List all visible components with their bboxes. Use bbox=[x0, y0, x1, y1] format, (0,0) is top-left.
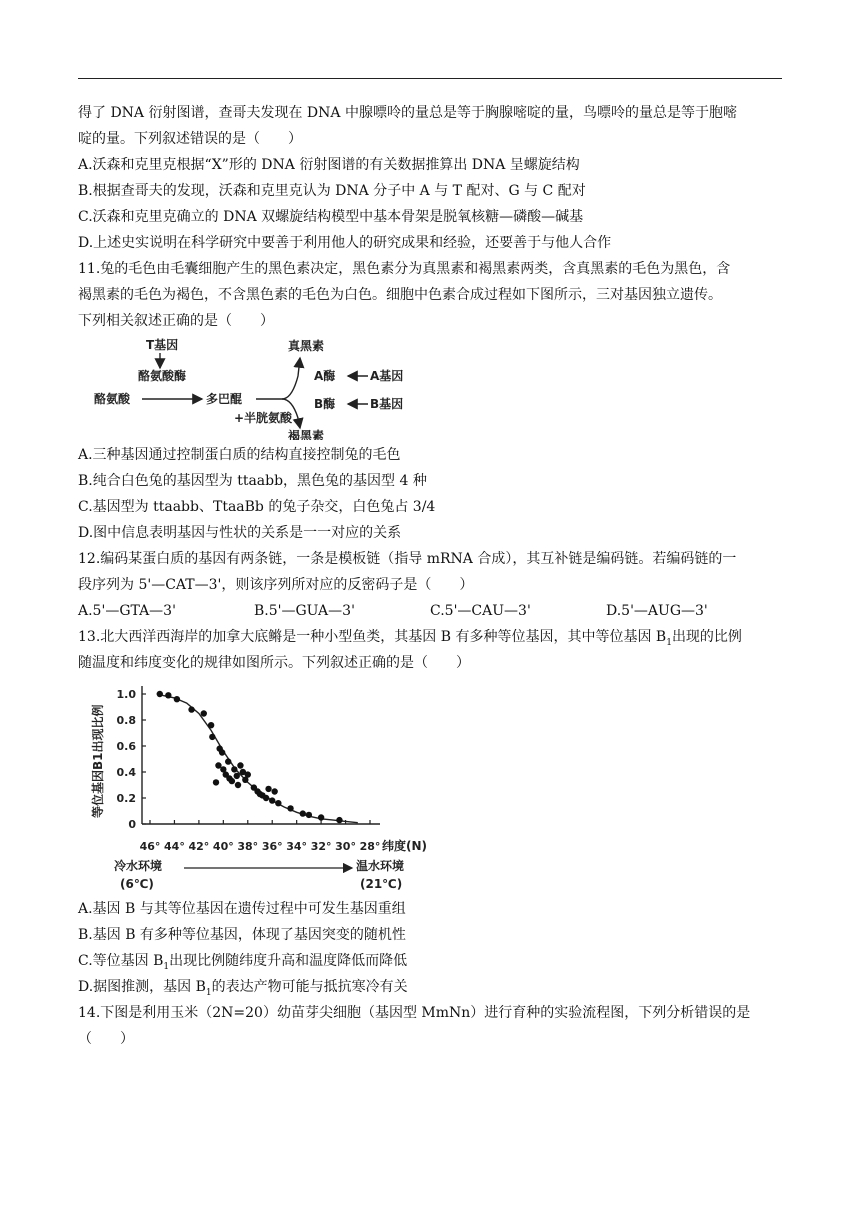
data-point bbox=[318, 814, 324, 820]
q13-option-d: D.据图推测，基因 $B_1$的表达产物可能与抵抗寒冷有关 bbox=[78, 979, 408, 998]
diagram-tyrosine: 酪氨酸 bbox=[94, 392, 131, 406]
y-tick-label: 0 bbox=[128, 818, 136, 831]
q11-stem-line1: 11.兔的毛色由毛囊细胞产生的黑色素决定，黑色素分为真黑素和褐黑素两类，含真黑素的毛色为黑色，含 bbox=[78, 261, 731, 277]
x-tick-label: 32° bbox=[310, 840, 332, 853]
q14-stem-line1: 14.下图是利用玉米（2N=20）幼苗芽尖细胞（基因型 MmNn）进行育种的实验流程图，下列分析错误的是 bbox=[78, 1005, 751, 1021]
data-point bbox=[229, 778, 235, 784]
q12-options-row bbox=[78, 598, 782, 624]
data-point bbox=[271, 788, 277, 794]
x-tick-label: 28° bbox=[359, 840, 381, 853]
y-tick-label: 0.4 bbox=[116, 766, 136, 779]
q10-stem-line2: 啶的量。下列叙述错误的是（ ） bbox=[78, 131, 302, 147]
q13-stem-line1: 13.北大西洋西海岸的加拿大底鳉是一种小型鱼类，其基因 B 有多种等位基因，其中等位基因 $B_1$出现的比例 bbox=[78, 629, 742, 648]
q12-stem-line1: 12.编码某蛋白质的基因有两条链，一条是模板链（指导 mRNA 合成），其互补链是编码链。若编码链的一 bbox=[78, 551, 737, 567]
x-tick-label: 38° bbox=[237, 840, 259, 853]
data-point bbox=[265, 786, 271, 792]
q11-stem-line3: 下列相关叙述正确的是（ ） bbox=[78, 313, 274, 329]
q12-option-a: A.5'—GTA—3' bbox=[78, 603, 176, 619]
data-point bbox=[231, 766, 237, 772]
y-tick-label: 0.8 bbox=[116, 714, 136, 727]
data-point bbox=[174, 696, 180, 702]
diagram-pheomelanin: 褐黑素 bbox=[288, 429, 325, 440]
q11-option-d: D.图中信息表明基因与性状的关系是一一对应的关系 bbox=[78, 525, 402, 541]
data-point bbox=[201, 710, 207, 716]
diagram-gene-b: B基因 bbox=[370, 397, 404, 411]
data-point bbox=[263, 795, 269, 801]
data-point bbox=[213, 779, 219, 785]
q10-option-c: C.沃森和克里克确立的 DNA 双螺旋结构模型中基本骨架是脱氧核糖—磷酸—碱基 bbox=[78, 209, 584, 225]
data-point bbox=[225, 758, 231, 764]
chart-xlabel: 纬度(N) bbox=[382, 839, 428, 853]
q11-option-b: B.纯合白色兔的基因型为 ttaabb，黑色兔的基因型 4 种 bbox=[78, 473, 427, 489]
y-tick-label: 0.6 bbox=[116, 740, 136, 753]
b1-frequency-chart bbox=[80, 680, 460, 896]
x-tick-label: 30° bbox=[335, 840, 356, 853]
diagram-eumelanin: 真黑素 bbox=[288, 339, 325, 353]
data-point bbox=[237, 762, 243, 768]
q13-option-b: B.基因 B 有多种等位基因，体现了基因突变的随机性 bbox=[78, 927, 406, 943]
x-tick-label: 34° bbox=[286, 840, 308, 853]
diagram-enzyme-tyrosinase: 酪氨酸酶 bbox=[138, 369, 187, 383]
data-point bbox=[306, 812, 312, 818]
q12-stem-line2: 段序列为 5'—CAT—3'，则该序列所对应的反密码子是（ ） bbox=[78, 577, 474, 593]
diagram-gene-t: T基因 bbox=[146, 338, 179, 352]
data-point bbox=[336, 817, 342, 823]
q12-option-b: B.5'—GUA—3' bbox=[254, 603, 355, 619]
q11-option-a: A.三种基因通过控制蛋白质的结构直接控制兔的毛色 bbox=[78, 447, 401, 463]
chart-annotation-warm-temp: (21℃) bbox=[360, 877, 403, 891]
data-point bbox=[208, 722, 214, 728]
chart-annotation-warm: 温水环境 bbox=[356, 859, 405, 873]
chart-trend-curve bbox=[162, 695, 358, 822]
data-point bbox=[275, 800, 281, 806]
x-tick-label: 46° bbox=[139, 840, 161, 853]
q10-stem-line1: 得了 DNA 衍射图谱，查哥夫发现在 DNA 中腺嘌呤的量总是等于胸腺嘧啶的量，鸟嘌呤的量总是等于胞嘧 bbox=[78, 105, 737, 121]
y-tick-label: 1.0 bbox=[116, 688, 136, 701]
x-tick-label: 44° bbox=[164, 840, 185, 853]
x-tick-label: 40° bbox=[212, 840, 234, 853]
q11-option-c: C.基因型为 ttaabb、TtaaBb 的兔子杂交，白色兔占 3/4 bbox=[78, 499, 436, 515]
x-tick-label: 42° bbox=[188, 840, 210, 853]
q10-option-a: A.沃森和克里克根据“X”形的 DNA 衍射图谱的有关数据推算出 DNA 呈螺旋结构 bbox=[78, 157, 580, 173]
diagram-dopaquinone: 多巴醌 bbox=[206, 392, 243, 406]
diagram-gene-a: A基因 bbox=[370, 369, 404, 383]
q12-option-d: D.5'—AUG—3' bbox=[606, 603, 708, 619]
chart-annotation-cold-temp: (6℃) bbox=[120, 877, 154, 891]
data-point bbox=[269, 797, 275, 803]
q13-option-a: A.基因 B 与其等位基因在遗传过程中可发生基因重组 bbox=[78, 901, 406, 917]
y-tick-label: 0.2 bbox=[116, 792, 136, 805]
q13-option-c: C.等位基因 $B_1$出现比例随纬度升高和温度降低而降低 bbox=[78, 953, 408, 972]
pigment-pathway-diagram bbox=[78, 336, 418, 440]
data-point bbox=[234, 773, 240, 779]
diagram-cysteine: +半胱氨酸 bbox=[234, 411, 293, 425]
q10-option-b: B.根据查哥夫的发现，沃森和克里克认为 DNA 分子中 A 与 T 配对、G 与 C 配对 bbox=[78, 183, 586, 199]
q13-stem-line2: 随温度和纬度变化的规律如图所示。下列叙述正确的是（ ） bbox=[78, 655, 470, 671]
data-point bbox=[157, 691, 163, 697]
q14-stem-line2: （ ） bbox=[78, 1031, 134, 1047]
x-tick-label: 36° bbox=[261, 840, 283, 853]
data-point bbox=[209, 734, 215, 740]
data-point bbox=[188, 706, 194, 712]
data-point bbox=[300, 810, 306, 816]
q12-option-c: C.5'—CAU—3' bbox=[430, 603, 531, 619]
data-point bbox=[165, 692, 171, 698]
exam-page bbox=[78, 100, 782, 1052]
data-point bbox=[287, 805, 293, 811]
q11-stem-line2: 褐黑素的毛色为褐色，不含黑色素的毛色为白色。细胞中色素合成过程如下图所示，三对基因独立遗传。 bbox=[78, 287, 722, 303]
data-point bbox=[235, 782, 241, 788]
data-point bbox=[219, 749, 225, 755]
data-point bbox=[245, 771, 251, 777]
header-rule bbox=[78, 78, 782, 79]
chart-annotation-cold: 冷水环境 bbox=[114, 859, 163, 873]
diagram-enzyme-a: A酶 bbox=[314, 369, 336, 383]
q10-option-d: D.上述史实说明在科学研究中要善于利用他人的研究成果和经验，还要善于与他人合作 bbox=[78, 235, 612, 251]
diagram-enzyme-b: B酶 bbox=[314, 397, 336, 411]
chart-ylabel: 等位基因B1出现比例 bbox=[91, 704, 105, 818]
